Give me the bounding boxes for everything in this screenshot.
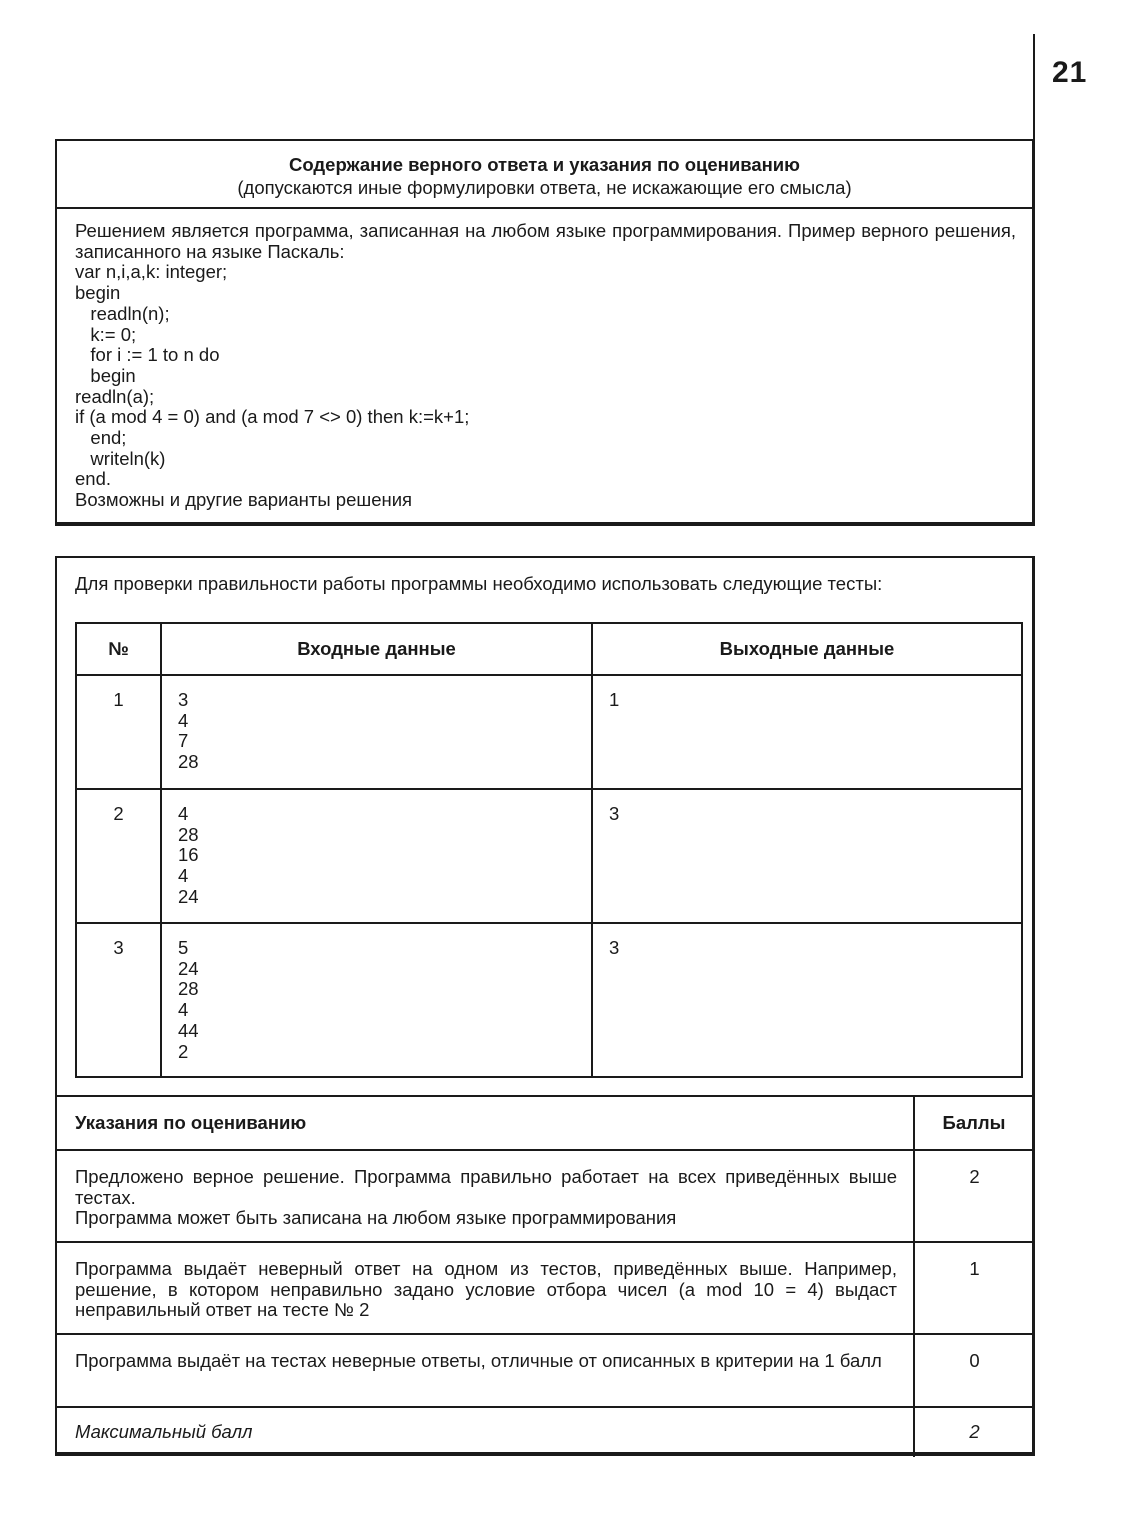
input-value: 4 — [178, 709, 189, 731]
input-value: 44 — [178, 1019, 199, 1041]
input-value: 7 — [178, 730, 189, 752]
tests-header-input: Входные данные — [161, 623, 592, 675]
table-row — [57, 1150, 1034, 1242]
code-line: begin — [75, 364, 136, 386]
max-score-label: Максимальный балл — [57, 1407, 914, 1457]
input-value: 5 — [178, 937, 189, 958]
code-line: end. — [75, 468, 112, 490]
test-num: 3 — [76, 923, 161, 1077]
criterion-text: Предложено верное решение. Программа правильно работает на всех приведённых выше тестах. — [75, 1166, 897, 1208]
input-value: 4 — [178, 865, 189, 887]
table-row — [76, 675, 1022, 789]
page-number: 21 — [1052, 56, 1088, 89]
input-value: 28 — [178, 978, 199, 1000]
table-row — [57, 1334, 1034, 1407]
input-value: 3 — [178, 689, 189, 710]
tests-header-output: Выходные данные — [592, 623, 1022, 675]
input-value: 24 — [178, 957, 199, 979]
tests-header-row — [76, 623, 1022, 675]
tests-table — [75, 622, 1023, 1078]
solution-intro: Решением является программа, записанная на любом языке программирования. Пример верного решения, записанного на языке Паскаль: — [75, 220, 1016, 262]
margin-rule — [1033, 34, 1035, 142]
answer-box-header — [57, 141, 1032, 209]
answer-box-subtitle: (допускаются иные формулировки ответа, не искажающие его смысла) — [237, 177, 852, 198]
input-value: 28 — [178, 751, 199, 773]
code-line: if (a mod 4 = 0) and (a mod 7 <> 0) then k:=k+1; — [75, 406, 470, 428]
tests-box — [55, 556, 1035, 1456]
code-line: for i := 1 to n do — [75, 344, 220, 366]
test-num: 1 — [76, 675, 161, 789]
input-value: 4 — [178, 999, 189, 1021]
criterion-desc — [57, 1150, 914, 1242]
test-input — [161, 675, 592, 789]
max-score-value: 2 — [914, 1407, 1034, 1457]
grading-table — [57, 1095, 1034, 1457]
criterion-text: Программа может быть записана на любом языке программирования — [75, 1207, 677, 1229]
table-row — [76, 923, 1022, 1077]
criterion-score: 2 — [914, 1150, 1034, 1242]
code-line: begin — [75, 282, 121, 304]
input-value: 2 — [178, 1040, 189, 1062]
criterion-desc: Программа выдаёт на тестах неверные ответы, отличные от описанных в критерии на 1 балл — [57, 1334, 914, 1407]
input-value: 4 — [178, 803, 189, 824]
grading-header-row — [57, 1096, 1034, 1150]
answer-box — [55, 139, 1035, 526]
table-row — [57, 1242, 1034, 1334]
tests-intro: Для проверки правильности работы программы необходимо использовать следующие тесты: — [75, 573, 883, 594]
code-line: writeln(k) — [75, 447, 166, 469]
solution-outro: Возможны и другие варианты решения — [75, 489, 413, 511]
test-num: 2 — [76, 789, 161, 923]
test-output: 3 — [592, 789, 1022, 923]
input-value: 28 — [178, 823, 199, 845]
grading-header-desc: Указания по оцениванию — [57, 1096, 914, 1150]
code-line: readln(n); — [75, 302, 170, 324]
max-score-row — [57, 1407, 1034, 1457]
input-value: 16 — [178, 844, 199, 866]
code-line: end; — [75, 427, 127, 449]
criterion-desc: Программа выдаёт неверный ответ на одном из тестов, приведённых выше. Например, решение, в котором неправильно задано условие отбора чисел (a mod 10 = 4) выдаст неправильный ответ на тесте № 2 — [57, 1242, 914, 1334]
answer-box-body — [57, 209, 1032, 511]
criterion-score: 1 — [914, 1242, 1034, 1334]
answer-box-title: Содержание верного ответа и указания по оцениванию — [289, 154, 800, 175]
code-line: k:= 0; — [75, 323, 137, 345]
table-row — [76, 789, 1022, 923]
test-input — [161, 923, 592, 1077]
test-input — [161, 789, 592, 923]
code-line: var n,i,a,k: integer; — [75, 261, 228, 283]
test-output: 1 — [592, 675, 1022, 789]
input-value: 24 — [178, 885, 199, 907]
code-line: readln(a); — [75, 385, 155, 407]
tests-header-num: № — [76, 623, 161, 675]
test-output: 3 — [592, 923, 1022, 1077]
criterion-score: 0 — [914, 1334, 1034, 1407]
grading-header-score: Баллы — [914, 1096, 1034, 1150]
